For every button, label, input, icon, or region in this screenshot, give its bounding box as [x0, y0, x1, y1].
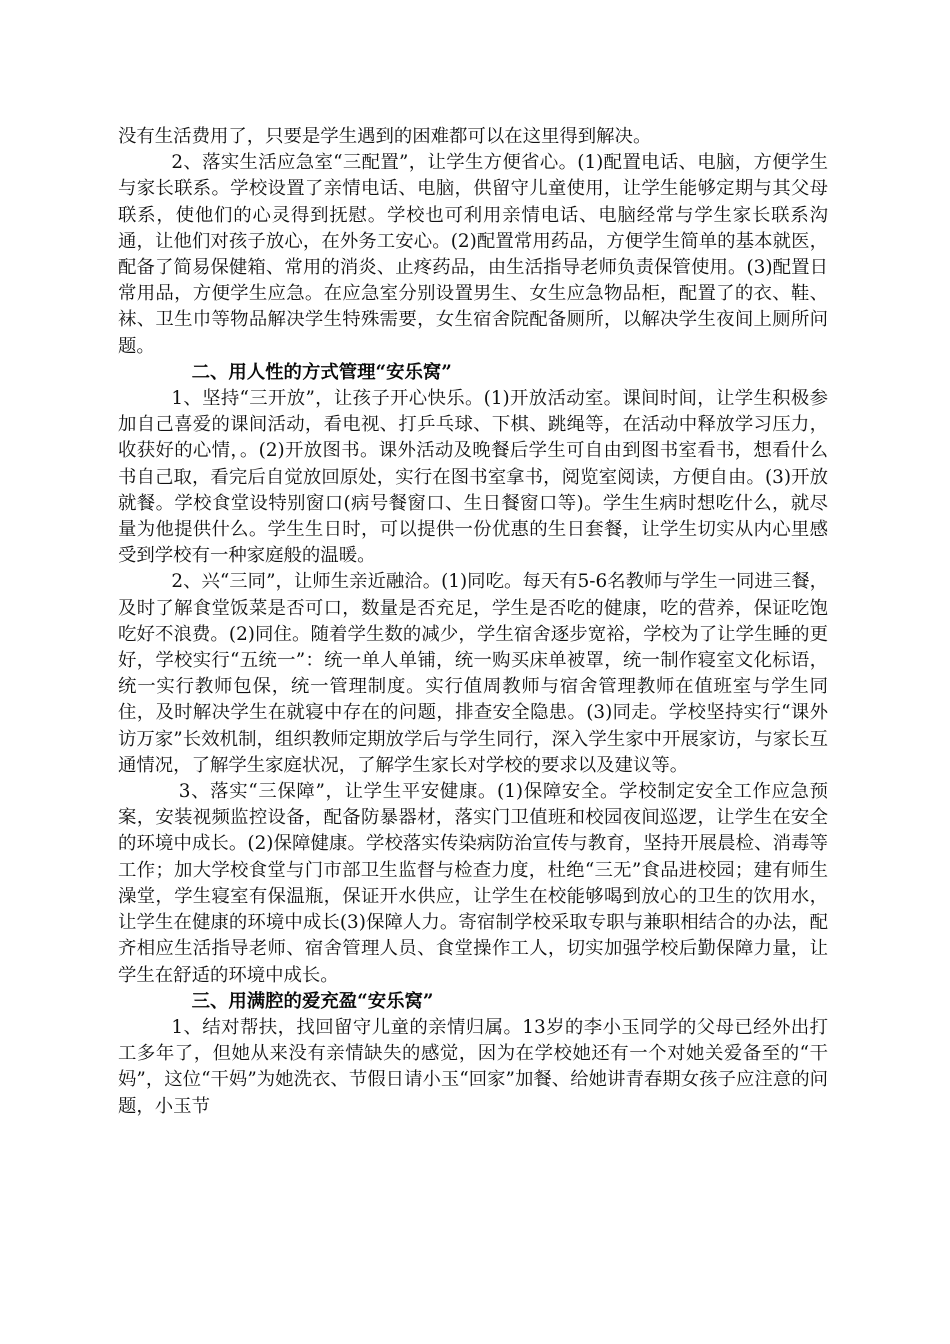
paragraph-emergency-room: 2、落实生活应急室“三配置”，让学生方便省心。(1)配置电话、电脑，方便学生与家长联系。学校设置了亲情电话、电脑，供留守儿童使用，让学生能够定期与其父母联系，使他们的心灵得到抚慰。学校也可利用亲情电话、电脑经常与学生家长联系沟通，让他们对孩子放心，在外务工安心。(2)配置常用药品，方便学生简单的基本就医，配备了简易保健箱、常用的消炎、止疼药品，由生活指导老师负责保管使用。(3)配置日常用品，方便学生应急。在应急室分别设置男生、女生应急物品柜，配置了的衣、鞋、袜、卫生巾等物品解决学生特殊需要，女生宿舍院配备厕所，以解决学生夜间上厕所问题。: [118, 152, 828, 357]
section-heading-2: 二、用人性的方式管理“安乐窝”: [191, 361, 452, 383]
paragraph-continuation: 没有生活费用了，只要是学生遇到的困难都可以在这里得到解决。: [118, 126, 652, 147]
section-heading-3: 三、用满腔的爱充盈“安乐窝”: [191, 990, 434, 1012]
paragraph-three-guarantee: 3、落实“三保障”，让学生平安健康。(1)保障安全。学校制定安全工作应急预案，安装视频监控设备，配备防暴器材，落实门卫值班和校园夜间巡逻，让学生在安全的环境中成长。(2)保障健康。学校落实传染病防治宣传与教育，坚持开展晨检、消毒等工作；加大学校食堂与门市部卫生监督与检查力度，杜绝“三无”食品进校园；建有师生澡堂，学生寝室有保温瓶，保证开水供应，让学生在校能够喝到放心的卫生的饮用水，让学生在健康的环境中成长(3)保障人力。寄宿制学校采取专职与兼职相结合的办法，配齐相应生活指导老师、宿舍管理人员、食堂操作工人，切实加强学校后勤保障力量，让学生在舒适的环境中成长。: [118, 781, 828, 986]
paragraph-three-together: 2、兴“三同”，让师生亲近融洽。(1)同吃。每天有5-6名教师与学生一同进三餐，及时了解食堂饭菜是否可口，数量是否充足，学生是否吃的健康，吃的营养，保证吃饱吃好不浪费。(2)同住。随着学生数的减少，学生宿舍逐步宽裕，学校为了让学生睡的更好，学校实行“五统一”：统一单人单铺，统一购买床单被罩，统一制作寝室文化标语，统一实行教师包保，统一管理制度。实行值周教师与宿舍管理教师在值班室与学生同住，及时解决学生在就寝中存在的问题，排查安全隐患。(3)同走。学校坚持实行“课外访万家”长效机制，组织教师定期放学后与学生同行，深入学生家中开展家访，与家长互通情况，了解学生家庭状况，了解学生家长对学校的要求以及建议等。: [118, 571, 828, 776]
document-page: [118, 124, 828, 1120]
paragraph-pairing-support: 1、结对帮扶，找回留守儿童的亲情归属。13岁的李小玉同学的父母已经外出打工多年了，但她从来没有亲情缺失的感觉，因为在学校她还有一个对她关爱备至的“干妈”，这位“干妈”为她洗衣、节假日请小玉“回家”加餐、给她讲青春期女孩子应注意的问题，小玉节: [118, 1016, 828, 1117]
paragraph-three-open: 1、坚持“三开放”，让孩子开心快乐。(1)开放活动室。课间时间，让学生积极参加自己喜爱的课间活动，看电视、打乒乓球、下棋、跳绳等，在活动中释放学习压力，收获好的心情，。(2)开放图书。课外活动及晚餐后学生可自由到图书室看书，想看什么书自己取，看完后自觉放回原处，实行在图书室拿书，阅览室阅读，方便自由。(3)开放就餐。学校食堂设特别窗口(病号餐窗口、生日餐窗口等)。学生生病时想吃什么，就尽量为他提供什么。学生生日时，可以提供一份优惠的生日套餐，让学生切实从内心里感受到学校有一种家庭般的温暖。: [118, 388, 828, 567]
